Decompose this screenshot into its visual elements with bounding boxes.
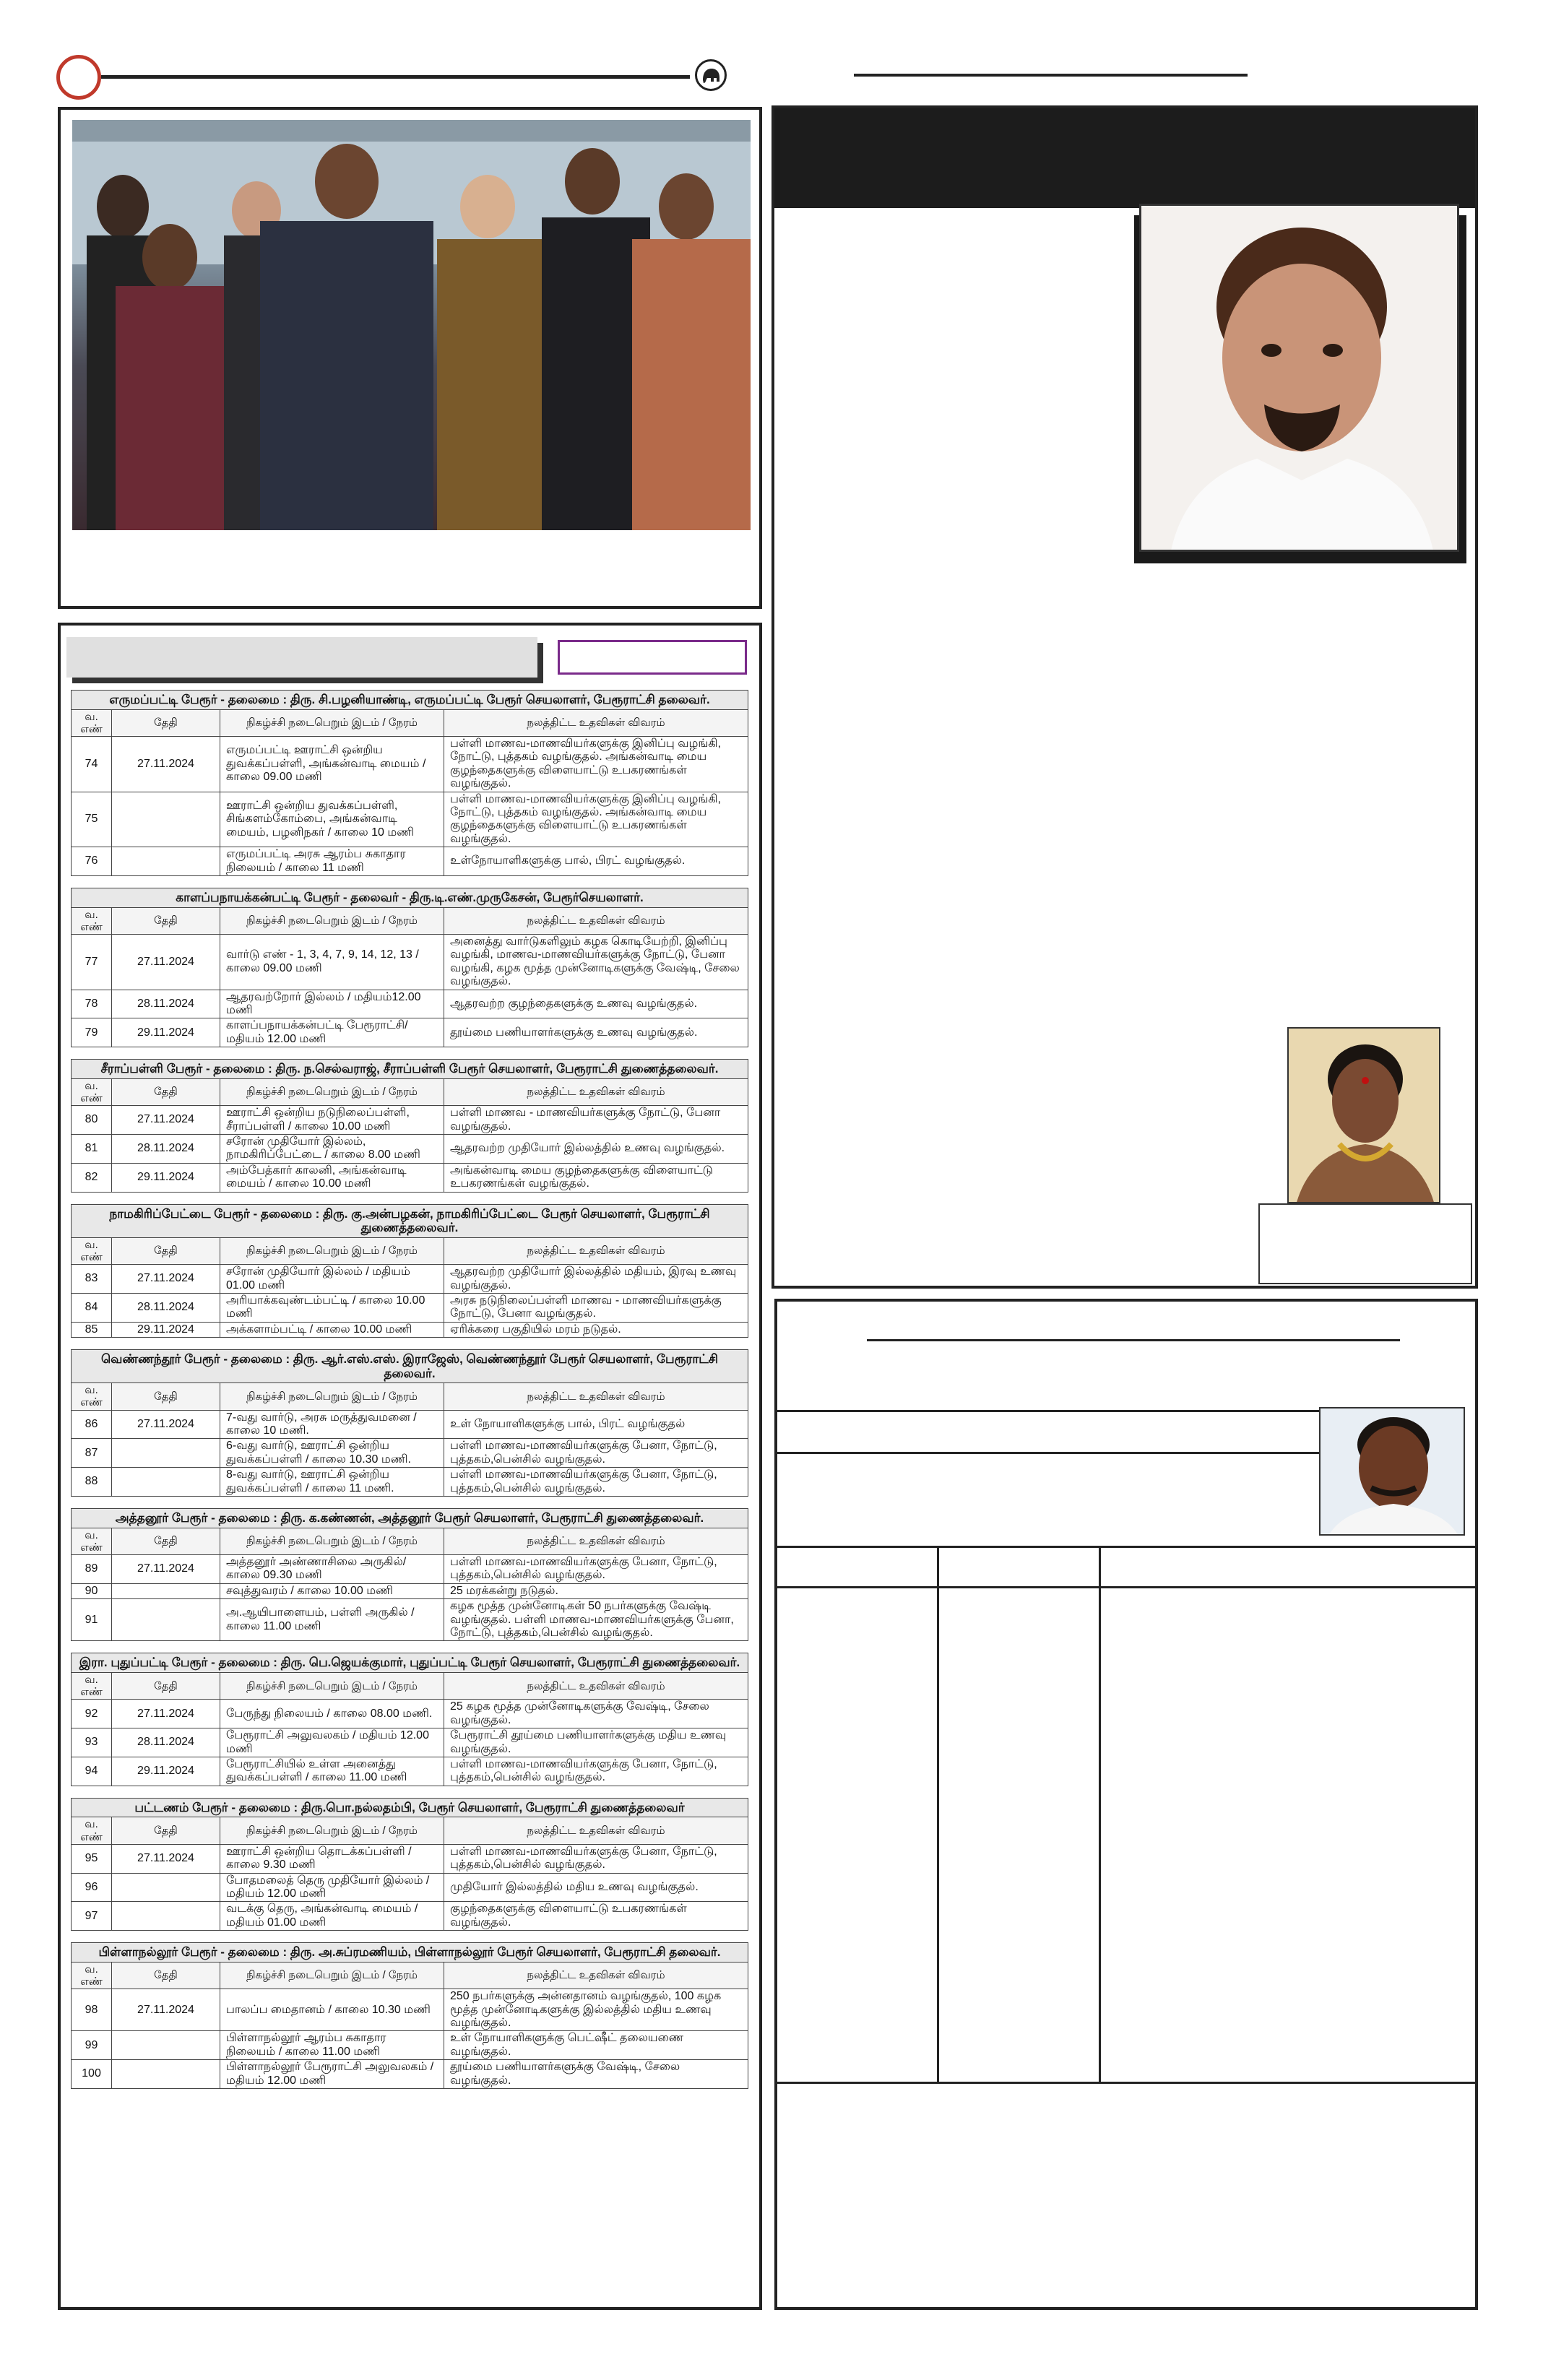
right-bottom-rule-1 — [867, 1339, 1400, 1341]
table-row — [72, 1322, 748, 1337]
row-date: 29.11.2024 — [112, 1757, 220, 1786]
section-heading: பட்டணம் பேரூர் - தலைமை : திரு.பொ.நல்லதம்பி, பேரூர் செயலாளர், பேரூராட்சி துணைத்தலைவர் — [72, 1798, 748, 1817]
table-row — [72, 1439, 748, 1468]
column-header-event: நிகழ்ச்சி நடைபெறும் இடம் / நேரம் — [220, 1528, 444, 1555]
column-header-date: தேதி — [112, 1817, 220, 1845]
column-header-number: வ. எண் — [72, 1237, 112, 1265]
table-row — [72, 1163, 748, 1192]
row-date — [112, 792, 220, 847]
table-row — [72, 1844, 748, 1873]
row-place-time: அம்பேத்கார் காலனி, அங்கன்வாடி மையம் / காலை 10.00 மணி — [220, 1163, 444, 1192]
row-number: 94 — [72, 1757, 112, 1786]
row-aid-details: பள்ளி மாணவ - மாணவியர்களுக்கு நோட்டு, பேனா வழங்குதல். — [444, 1106, 748, 1135]
table-row — [72, 1106, 748, 1135]
group-photo-box — [58, 107, 762, 609]
row-number: 85 — [72, 1322, 112, 1337]
column-header-date: தேதி — [112, 709, 220, 737]
table-row — [72, 935, 748, 990]
row-date — [112, 2031, 220, 2060]
row-date: 27.11.2024 — [112, 1106, 220, 1135]
column-header-aid: நலத்திட்ட உதவிகள் விவரம் — [444, 907, 748, 935]
row-aid-details: உள்நோயாளிகளுக்கு பால், பிரட் வழங்குதல். — [444, 847, 748, 876]
row-number: 81 — [72, 1134, 112, 1163]
row-place-time: எருமப்பட்டி ஊராட்சி ஒன்றிய துவக்கப்பள்ளி, அங்கன்வாடி மையம் / காலை 09.00 மணி — [220, 737, 444, 792]
row-aid-details: 250 நபர்களுக்கு அன்னதானம் வழங்குதல், 100 கழக மூத்த முன்னோடிகளுக்கு இல்லத்தில் மதிய உணவு வழங்குதல். — [444, 1989, 748, 2031]
row-number: 87 — [72, 1439, 112, 1468]
column-header-number: வ. எண் — [72, 1962, 112, 1989]
row-number: 79 — [72, 1018, 112, 1047]
table-row — [72, 847, 748, 876]
row-number: 78 — [72, 990, 112, 1018]
column-header-event: நிகழ்ச்சி நடைபெறும் இடம் / நேரம் — [220, 1672, 444, 1700]
masthead-logo-circle — [56, 55, 101, 100]
row-date — [112, 1873, 220, 1902]
column-header-aid: நலத்திட்ட உதவிகள் விவரம் — [444, 1962, 748, 1989]
row-aid-details: பள்ளி மாணவ-மாணவியர்களுக்கு பேனா, நோட்டு, புத்தகம்,பென்சில் வழங்குதல். — [444, 1468, 748, 1497]
right-bottom-vrule-1 — [937, 1546, 939, 2082]
row-number: 91 — [72, 1599, 112, 1641]
row-date: 27.11.2024 — [112, 1555, 220, 1584]
row-place-time: 7-வது வார்டு, அரசு மருத்துவமனை / காலை 10 மணி. — [220, 1410, 444, 1439]
row-date: 28.11.2024 — [112, 1134, 220, 1163]
row-number: 92 — [72, 1700, 112, 1728]
row-date: 27.11.2024 — [112, 1989, 220, 2031]
row-number: 86 — [72, 1410, 112, 1439]
table-row — [72, 2060, 748, 2089]
column-header-event: நிகழ்ச்சி நடைபெறும் இடம் / நேரம் — [220, 907, 444, 935]
column-header-aid: நலத்திட்ட உதவிகள் விவரம் — [444, 1383, 748, 1411]
row-date: 27.11.2024 — [112, 1410, 220, 1439]
row-date: 27.11.2024 — [112, 1265, 220, 1294]
row-number: 98 — [72, 1989, 112, 2031]
row-aid-details: பள்ளி மாணவ-மாணவியர்களுக்கு இனிப்பு வழங்கி, நோட்டு, புத்தகம் வழங்குதல். அங்கன்வாடி மைய குழந்தைகளுக்கு விளையாட்டு உபகரணங்கள் வழங்குதல். — [444, 737, 748, 792]
program-table — [71, 1349, 748, 1497]
column-header-date: தேதி — [112, 1962, 220, 1989]
column-header-number: வ. எண் — [72, 1078, 112, 1106]
row-aid-details: ஆதரவற்ற முதியோர் இல்லத்தில் உணவு வழங்குதல். — [444, 1134, 748, 1163]
row-place-time: பிள்ளாநல்லூர் ஆரம்ப சுகாதார நிலையம் / காலை 11.00 மணி — [220, 2031, 444, 2060]
row-place-time: அத்தனூர் அண்ணாசிலை அருகில்/காலை 09.30 மணி — [220, 1555, 444, 1584]
row-place-time: எருமப்பட்டி அரசு ஆரம்ப சுகாதார நிலையம் / காலை 11 மணி — [220, 847, 444, 876]
column-header-aid: நலத்திட்ட உதவிகள் விவரம் — [444, 1237, 748, 1265]
column-header-event: நிகழ்ச்சி நடைபெறும் இடம் / நேரம் — [220, 1817, 444, 1845]
row-place-time: போதமலைத் தெரு முதியோர் இல்லம் / மதியம் 12.00 மணி — [220, 1873, 444, 1902]
row-aid-details: முதியோர் இல்லத்தில் மதிய உணவு வழங்குதல். — [444, 1873, 748, 1902]
row-number: 75 — [72, 792, 112, 847]
row-date: 27.11.2024 — [112, 935, 220, 990]
column-header-event: நிகழ்ச்சி நடைபெறும் இடம் / நேரம் — [220, 1237, 444, 1265]
program-tag-box — [558, 640, 747, 675]
table-row — [72, 1468, 748, 1497]
section-heading: பிள்ளாநல்லூர் பேரூர் - தலைமை : திரு. அ.சுப்ரமணியம், பிள்ளாநல்லூர் பேரூர் செயலாளர், பேரூராட்சி தலைவர். — [72, 1943, 748, 1963]
row-aid-details: அனைத்து வார்டுகளிலும் கழக கொடியேற்றி, இனிப்பு வழங்கி, மாணவ-மாணவியர்களுக்கு நோட்டு, பேனா வழங்கி, கழக மூத்த முன்னோடிகளுக்கு வேஷ்டி, சேலை வழங்குதல். — [444, 935, 748, 990]
table-row — [72, 1018, 748, 1047]
section-heading: எருமப்பட்டி பேரூர் - தலைமை : திரு. சி.பழனியாண்டி, எருமப்பட்டி பேரூர் செயலாளர், பேரூராட்சி தலைவர். — [72, 691, 748, 710]
row-number: 84 — [72, 1293, 112, 1322]
row-number: 83 — [72, 1265, 112, 1294]
row-place-time: வார்டு எண் - 1, 3, 4, 7, 9, 14, 12, 13 / காலை 09.00 மணி — [220, 935, 444, 990]
row-place-time: வடக்கு தெரு, அங்கன்வாடி மையம் / மதியம் 01.00 மணி — [220, 1902, 444, 1931]
program-table — [71, 1798, 748, 1931]
row-aid-details: 25 கழக மூத்த முன்னோடிகளுக்கு வேஷ்டி, சேலை வழங்குதல். — [444, 1700, 748, 1728]
table-row — [72, 1599, 748, 1641]
table-row — [72, 1902, 748, 1931]
right-bottom-rule-2 — [777, 1410, 1319, 1412]
black-header-band — [774, 108, 1475, 208]
row-place-time: 8-வது வார்டு, ஊராட்சி ஒன்றிய துவக்கப்பள்ளி / காலை 11 மணி. — [220, 1468, 444, 1497]
program-table — [71, 1653, 748, 1786]
row-place-time: பேரூராட்சியில் உள்ள அனைத்து துவக்கப்பள்ளி / காலை 11.00 மணி — [220, 1757, 444, 1786]
table-row — [72, 737, 748, 792]
row-aid-details: பள்ளி மாணவ-மாணவியர்களுக்கு பேனா, நோட்டு, புத்தகம்,பென்சில் வழங்குதல். — [444, 1555, 748, 1584]
row-number: 96 — [72, 1873, 112, 1902]
row-aid-details: ஆதரவற்ற குழந்தைகளுக்கு உணவு வழங்குதல். — [444, 990, 748, 1018]
row-place-time: பேரூராட்சி அலுவலகம் / மதியம் 12.00 மணி — [220, 1728, 444, 1757]
program-table — [71, 1942, 748, 2089]
table-row — [72, 2031, 748, 2060]
right-bottom-vrule-2 — [1099, 1546, 1101, 2082]
row-date: 27.11.2024 — [112, 737, 220, 792]
column-header-date: தேதி — [112, 1237, 220, 1265]
row-aid-details: ஆதரவற்ற முதியோர் இல்லத்தில் மதியம், இரவு உணவு வழங்குதல். — [444, 1265, 748, 1294]
column-header-date: தேதி — [112, 1383, 220, 1411]
table-row — [72, 1728, 748, 1757]
masthead-rule — [101, 75, 690, 79]
row-place-time: பாலப்ப மைதானம் / காலை 10.30 மணி — [220, 1989, 444, 2031]
row-date: 29.11.2024 — [112, 1018, 220, 1047]
elephant-icon — [695, 59, 727, 91]
program-table — [71, 1508, 748, 1641]
right-bottom-rule-5 — [777, 1586, 1475, 1588]
row-aid-details: குழந்தைகளுக்கு விளையாட்டு உபகரணங்கள் வழங்குதல். — [444, 1902, 748, 1931]
column-header-event: நிகழ்ச்சி நடைபெறும் இடம் / நேரம் — [220, 1078, 444, 1106]
row-aid-details: பேரூராட்சி தூய்மை பணியாளர்களுக்கு மதிய உணவு வழங்குதல். — [444, 1728, 748, 1757]
column-header-number: வ. எண் — [72, 709, 112, 737]
row-date: 29.11.2024 — [112, 1163, 220, 1192]
row-date — [112, 2060, 220, 2089]
row-number: 90 — [72, 1583, 112, 1598]
row-number: 100 — [72, 2060, 112, 2089]
row-aid-details: 25 மரக்கன்று நடுதல். — [444, 1583, 748, 1598]
column-header-aid: நலத்திட்ட உதவிகள் விவரம் — [444, 709, 748, 737]
row-place-time: ஊராட்சி ஒன்றிய துவக்கப்பள்ளி, சிங்களம்கோம்பை, அங்கன்வாடி மையம், பழனிநகர் / காலை 10 மணி — [220, 792, 444, 847]
row-number: 89 — [72, 1555, 112, 1584]
section-heading: இரா. புதுப்பட்டி பேரூர் - தலைமை : திரு. பெ.ஜெயக்குமார், புதுப்பட்டி பேரூர் செயலாளர், பேரூராட்சி துணைத்தலைவர். — [72, 1653, 748, 1673]
section-heading: வெண்ணந்தூர் பேரூர் - தலைமை : திரு. ஆர்.எஸ்.எஸ். இராஜேஸ், வெண்ணந்தூர் பேரூர் செயலாளர், பேரூராட்சி தலைவர். — [72, 1350, 748, 1383]
row-place-time: ஆதரவற்றோர் இல்லம் / மதியம்12.00 மணி — [220, 990, 444, 1018]
table-row — [72, 990, 748, 1018]
row-aid-details: அங்கன்வாடி மைய குழந்தைகளுக்கு விளையாட்டு உபகரணங்கள் வழங்குதல். — [444, 1163, 748, 1192]
row-aid-details: கழக மூத்த முன்னோடிகள் 50 நபர்களுக்கு வேஷ்டி வழங்குதல். பள்ளி மாணவ-மாணவியர்களுக்கு பேனா, நோட்டு, புத்தகம்,பென்சில் வழங்குதல். — [444, 1599, 748, 1641]
row-date: 28.11.2024 — [112, 1728, 220, 1757]
row-number: 99 — [72, 2031, 112, 2060]
column-header-aid: நலத்திட்ட உதவிகள் விவரம் — [444, 1528, 748, 1555]
table-row — [72, 1700, 748, 1728]
program-tables — [71, 690, 748, 2100]
row-place-time: சவுத்துவரம் / காலை 10.00 மணி — [220, 1583, 444, 1598]
row-aid-details: பள்ளி மாணவ-மாணவியர்களுக்கு பேனா, நோட்டு, புத்தகம்,பென்சில் வழங்குதல். — [444, 1844, 748, 1873]
row-date — [112, 1439, 220, 1468]
row-date — [112, 847, 220, 876]
portrait-main — [1139, 204, 1459, 552]
row-number: 76 — [72, 847, 112, 876]
section-heading: சீராப்பள்ளி பேரூர் - தலைமை : திரு. ந.செல்வராஜ், சீராப்பள்ளி பேரூர் செயலாளர், பேரூராட்சி துணைத்தலைவர். — [72, 1060, 748, 1079]
row-number: 77 — [72, 935, 112, 990]
table-row — [72, 1555, 748, 1584]
table-row — [72, 1410, 748, 1439]
row-number: 88 — [72, 1468, 112, 1497]
table-row — [72, 1265, 748, 1294]
row-number: 80 — [72, 1106, 112, 1135]
column-header-number: வ. எண் — [72, 1383, 112, 1411]
row-aid-details: பள்ளி மாணவ-மாணவியர்களுக்கு பேனா, நோட்டு, புத்தகம்,பென்சில் வழங்குதல். — [444, 1757, 748, 1786]
row-number: 93 — [72, 1728, 112, 1757]
program-table — [71, 1204, 748, 1338]
row-number: 74 — [72, 737, 112, 792]
table-row — [72, 1757, 748, 1786]
row-place-time: அக்களாம்பட்டி / காலை 10.00 மணி — [220, 1322, 444, 1337]
row-aid-details: தூய்மை பணியாளர்களுக்கு உணவு வழங்குதல். — [444, 1018, 748, 1047]
row-aid-details: உள் நோயாளிகளுக்கு பால், பிரட் வழங்குதல் — [444, 1410, 748, 1439]
row-aid-details: தூய்மை பணியாளர்களுக்கு வேஷ்டி, சேலை வழங்குதல். — [444, 2060, 748, 2089]
portrait-woman-caption-box — [1258, 1203, 1472, 1284]
column-header-event: நிகழ்ச்சி நடைபெறும் இடம் / நேரம் — [220, 1383, 444, 1411]
row-place-time: சரோன் முதியோர் இல்லம் / மதியம் 01.00 மணி — [220, 1265, 444, 1294]
portrait-man-small — [1319, 1407, 1465, 1536]
row-aid-details: உள் நோயாளிகளுக்கு பெட்ஷீட் தலையணை வழங்குதல். — [444, 2031, 748, 2060]
table-row — [72, 1873, 748, 1902]
program-table — [71, 690, 748, 876]
right-bottom-rule-4 — [777, 1546, 1475, 1548]
column-header-date: தேதி — [112, 907, 220, 935]
row-aid-details: ஏரிக்கரை பகுதியில் மரம் நடுதல். — [444, 1322, 748, 1337]
column-header-date: தேதி — [112, 1672, 220, 1700]
group-photo — [72, 120, 751, 530]
row-place-time: 6-வது வார்டு, ஊராட்சி ஒன்றிய துவக்கப்பள்ளி / காலை 10.30 மணி. — [220, 1439, 444, 1468]
row-number: 95 — [72, 1844, 112, 1873]
table-row — [72, 1989, 748, 2031]
row-number: 82 — [72, 1163, 112, 1192]
row-place-time: காளப்பநாயக்கன்பட்டி பேரூராட்சி/ மதியம் 12.00 மணி — [220, 1018, 444, 1047]
row-place-time: சரோன் முதியோர் இல்லம், நாமகிரிப்பேட்டை / காலை 8.00 மணி — [220, 1134, 444, 1163]
table-row — [72, 1134, 748, 1163]
row-date — [112, 1583, 220, 1598]
section-heading: அத்தனூர் பேரூர் - தலைமை : திரு. க.கண்ணன், அத்தனூர் பேரூர் செயலாளர், பேரூராட்சி துணைத்தலைவர். — [72, 1509, 748, 1528]
row-aid-details: பள்ளி மாணவ-மாணவியர்களுக்கு இனிப்பு வழங்கி, நோட்டு, புத்தகம் வழங்குதல். அங்கன்வாடி மைய குழந்தைகளுக்கு விளையாட்டு உபகரணங்கள் வழங்குதல். — [444, 792, 748, 847]
column-header-number: வ. எண் — [72, 1672, 112, 1700]
table-row — [72, 792, 748, 847]
column-header-number: வ. எண் — [72, 1528, 112, 1555]
right-bottom-rule-6 — [777, 2082, 1475, 2084]
row-place-time: பேருந்து நிலையம் / காலை 08.00 மணி. — [220, 1700, 444, 1728]
row-place-time: ஊராட்சி ஒன்றிய தொடக்கப்பள்ளி / காலை 9.30 மணி — [220, 1844, 444, 1873]
row-number: 97 — [72, 1902, 112, 1931]
column-header-aid: நலத்திட்ட உதவிகள் விவரம் — [444, 1817, 748, 1845]
row-date: 28.11.2024 — [112, 990, 220, 1018]
program-table — [71, 1059, 748, 1192]
row-place-time: ஊராட்சி ஒன்றிய நடுநிலைப்பள்ளி, சீராப்பள்ளி / காலை 10.00 மணி — [220, 1106, 444, 1135]
row-place-time: பிள்ளாநல்லூர் பேரூராட்சி அலுவலகம் / மதியம் 12.00 மணி — [220, 2060, 444, 2089]
column-header-date: தேதி — [112, 1078, 220, 1106]
row-aid-details: அரசு நடுநிலைப்பள்ளி மாணவ - மாணவியர்களுக்கு நோட்டு, பேனா வழங்குதல். — [444, 1293, 748, 1322]
row-date: 29.11.2024 — [112, 1322, 220, 1337]
column-header-aid: நலத்திட்ட உதவிகள் விவரம் — [444, 1078, 748, 1106]
row-place-time: அ.ஆயிபாளையம், பள்ளி அருகில் / காலை 11.00 மணி — [220, 1599, 444, 1641]
section-heading: நாமகிரிப்பேட்டை பேரூர் - தலைமை : திரு. கு.அன்பழகன், நாமகிரிப்பேட்டை பேரூர் செயலாளர், பேரூராட்சி துணைத்தலைவர். — [72, 1204, 748, 1237]
portrait-woman — [1287, 1027, 1440, 1203]
column-header-number: வ. எண் — [72, 907, 112, 935]
row-date — [112, 1902, 220, 1931]
section-heading: காளப்பநாயக்கன்பட்டி பேரூர் - தலைவர் - திரு.டி.எண்.முருகேசன், பேரூர்செயலாளர். — [72, 888, 748, 907]
row-date: 27.11.2024 — [112, 1844, 220, 1873]
row-place-time: அரியாக்கவுண்டம்பட்டி / காலை 10.00 மணி — [220, 1293, 444, 1322]
masthead-rule-right — [854, 74, 1248, 77]
column-header-aid: நலத்திட்ட உதவிகள் விவரம் — [444, 1672, 748, 1700]
right-bottom-rule-3 — [777, 1452, 1319, 1454]
row-date — [112, 1468, 220, 1497]
row-date — [112, 1599, 220, 1641]
column-header-event: நிகழ்ச்சி நடைபெறும் இடம் / நேரம் — [220, 1962, 444, 1989]
row-date: 28.11.2024 — [112, 1293, 220, 1322]
table-row — [72, 1583, 748, 1598]
row-aid-details: பள்ளி மாணவ-மாணவியர்களுக்கு பேனா, நோட்டு, புத்தகம்,பென்சில் வழங்குதல். — [444, 1439, 748, 1468]
program-table — [71, 888, 748, 1047]
column-header-date: தேதி — [112, 1528, 220, 1555]
column-header-event: நிகழ்ச்சி நடைபெறும் இடம் / நேரம் — [220, 709, 444, 737]
table-row — [72, 1293, 748, 1322]
row-date: 27.11.2024 — [112, 1700, 220, 1728]
program-title-bar — [66, 637, 537, 678]
column-header-number: வ. எண் — [72, 1817, 112, 1845]
